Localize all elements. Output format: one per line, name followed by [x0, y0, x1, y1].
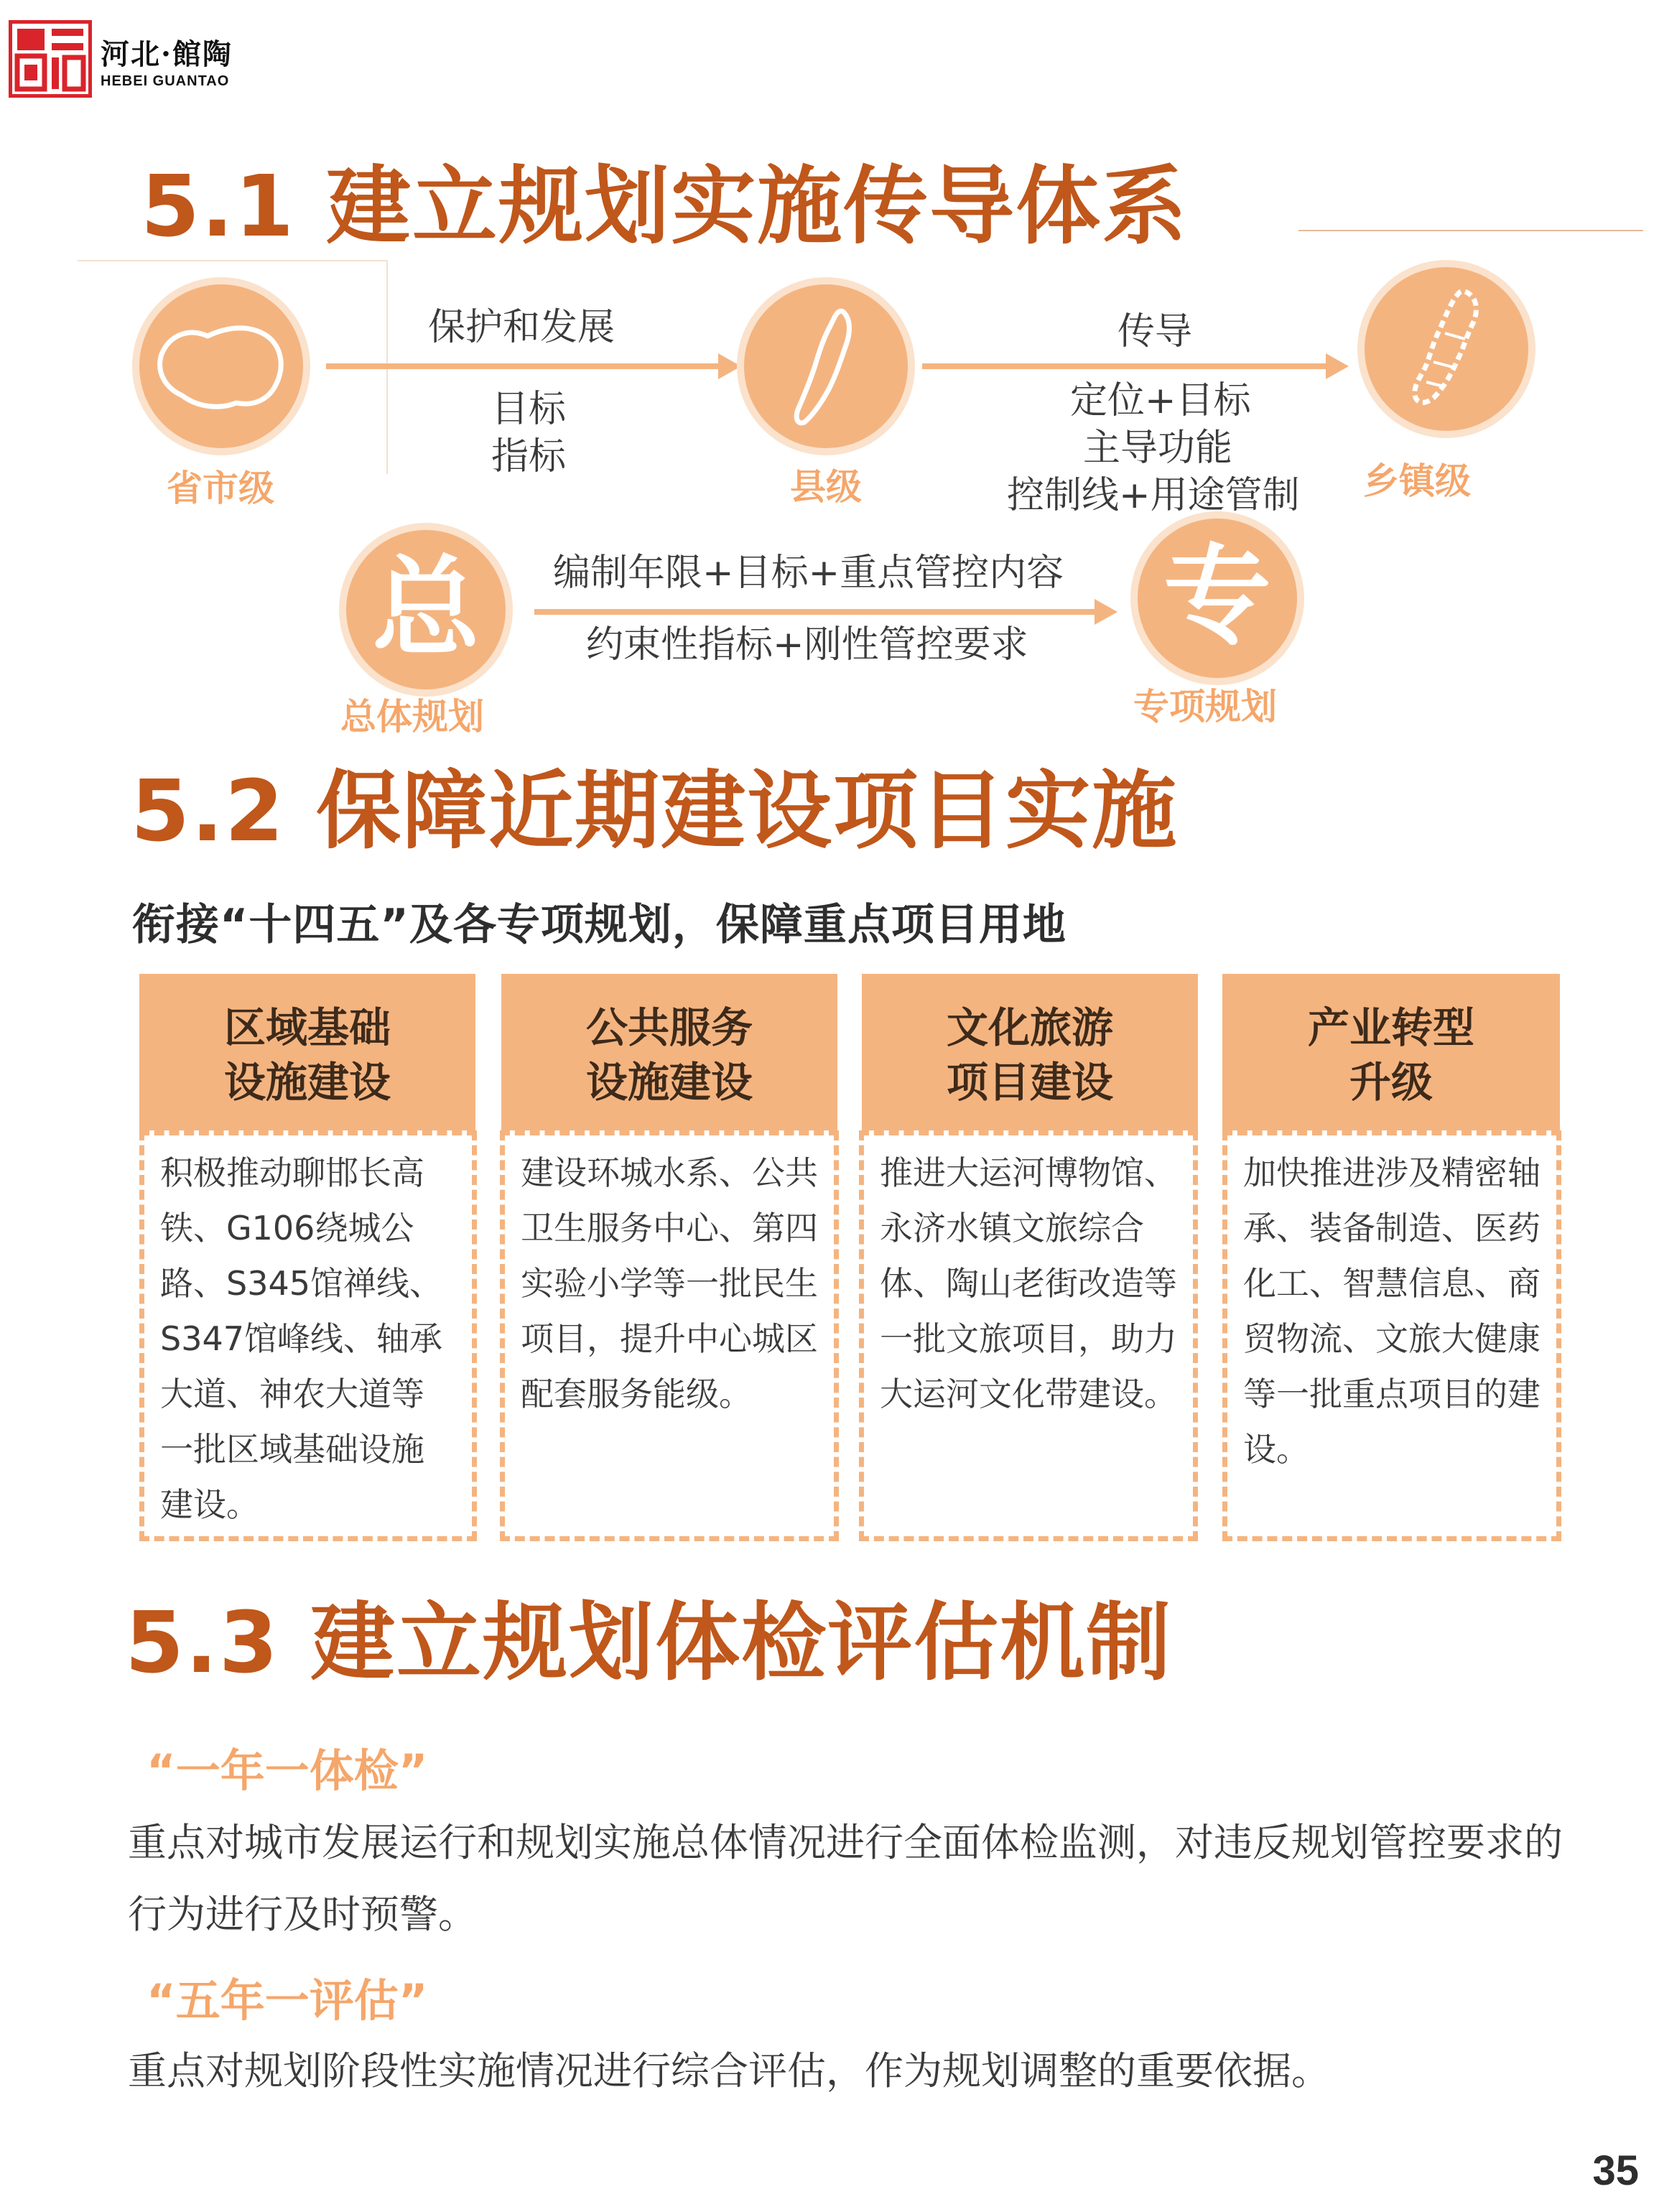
- arrow2-top-text: 传导: [1117, 310, 1193, 353]
- arrow2-bottom-text-3: 控制线+用途管制: [1007, 474, 1300, 517]
- overall-plan-char: 总: [371, 546, 480, 671]
- divider-line: [78, 260, 388, 261]
- arrow3-bottom-text: 约束性指标+刚性管控要求: [586, 623, 1028, 666]
- card-body: 建设环城水系、公共卫生服务中心、第四实验小学等一批民生项目，提升中心城区配套服务能级。: [500, 1130, 839, 1541]
- section-title-5-2: 5.2 保障近期建设项目实施: [131, 761, 1179, 860]
- card-header-line: 升级: [1349, 1058, 1433, 1107]
- arrow1-bottom-text-2: 指标: [491, 435, 567, 478]
- arrow-head-icon: [718, 353, 741, 379]
- arrow-head-icon: [1095, 599, 1117, 625]
- special-plan-label: 专项规划: [1133, 686, 1277, 728]
- evaluation-item-text: 重点对规划阶段性实施情况进行综合评估，作为规划调整的重要依据。: [128, 2048, 1330, 2094]
- card-header-line: 产业转型: [1307, 1003, 1474, 1052]
- arrow-line: [534, 609, 1097, 615]
- card-header: [501, 974, 837, 1136]
- card-header-line: 设施建设: [585, 1058, 753, 1107]
- card-header: [139, 974, 475, 1136]
- arrow2-bottom-text-1: 定位+目标: [1070, 379, 1251, 422]
- overall-plan-label: 总体规划: [340, 696, 484, 738]
- arrow3-top-text: 编制年限+目标+重点管控内容: [553, 552, 1064, 595]
- arrow-line: [326, 363, 720, 369]
- section-subtitle: 衔接“十四五”及各专项规划，保障重点项目用地: [132, 900, 1066, 950]
- card-header-line: 区域基础: [223, 1003, 391, 1052]
- section-title-5-3: 5.3 建立规划体检评估机制: [125, 1593, 1173, 1692]
- page-number: 35: [1592, 2147, 1639, 2194]
- section-title-5-1: 5.1 建立规划实施传导体系: [141, 157, 1189, 256]
- arrow1-bottom-text-1: 目标: [491, 388, 567, 431]
- logo-text-cn: 河北·館陶: [101, 37, 233, 71]
- province-map-icon: [139, 284, 303, 448]
- special-plan-icon: [1138, 519, 1297, 678]
- seal-logo-icon: [9, 20, 92, 98]
- arrow-head-icon: [1326, 353, 1349, 379]
- township-map-icon: [1365, 267, 1528, 431]
- level-label-county: 县级: [790, 466, 862, 508]
- card-header-line: 项目建设: [946, 1058, 1113, 1107]
- special-plan-char: 专: [1163, 534, 1271, 659]
- card-body: 积极推动聊邯长高铁、G106绕城公路、S345馆禅线、S347馆峰线、轴承大道、神农大道等一批区域基础设施建设。: [139, 1130, 477, 1541]
- arrow1-top-text: 保护和发展: [428, 306, 615, 349]
- card-header: [1222, 974, 1560, 1136]
- check-item-text: 重点对城市发展运行和规划实施总体情况进行全面体检监测，对违反规划管控要求的行为进行及时预警。: [128, 1820, 1563, 1937]
- check-item-head: “一年一体检”: [147, 1744, 428, 1797]
- level-label-province: 省市级: [167, 468, 274, 509]
- divider-line: [1298, 230, 1643, 231]
- card-body: 推进大运河博物馆、永济水镇文旅综合体、陶山老街改造等一批文旅项目，助力大运河文化带建设。: [859, 1130, 1198, 1541]
- card-header-line: 公共服务: [585, 1003, 753, 1052]
- arrow2-bottom-text-2: 主导功能: [1083, 427, 1233, 470]
- card-header-line: 文化旅游: [946, 1003, 1113, 1052]
- level-label-township: 乡镇级: [1363, 460, 1471, 502]
- county-map-icon: [744, 284, 908, 448]
- card-header: [862, 974, 1198, 1136]
- evaluation-item-head: “五年一评估”: [147, 1974, 428, 2027]
- overall-plan-icon: [346, 530, 506, 689]
- card-header-line: 设施建设: [223, 1058, 391, 1107]
- arrow-line: [922, 363, 1329, 369]
- logo-text-en: HEBEI GUANTAO: [101, 73, 230, 89]
- card-body: 加快推进涉及精密轴承、装备制造、医药化工、智慧信息、商贸物流、文旅大健康等一批重点项目的建设。: [1222, 1130, 1561, 1541]
